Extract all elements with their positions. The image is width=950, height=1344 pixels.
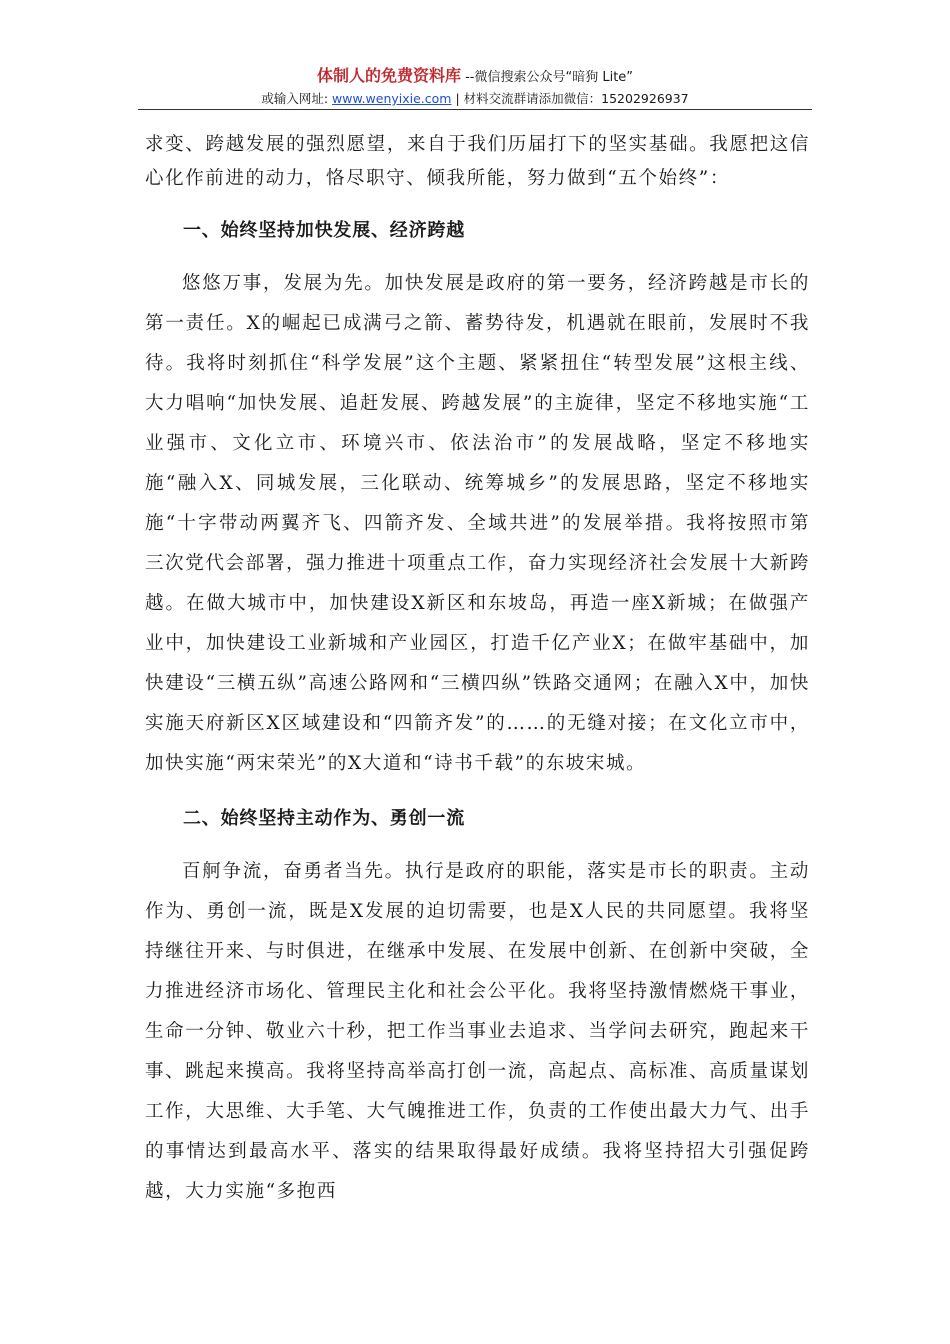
page-header xyxy=(0,66,950,108)
header-divider xyxy=(138,109,812,110)
intro-paragraph: 求变、跨越发展的强烈愿望，来自于我们历届打下的坚实基础。我愿把这信心化作前进的动力，恪尽职守、倾我所能，努力做到“五个始终”： xyxy=(145,134,810,189)
header-contact-line xyxy=(0,90,950,108)
header-title-line xyxy=(0,66,950,88)
section-1-heading: 一、始终坚持加快发展、经济跨越 xyxy=(183,220,465,241)
header-brand: 体制人的免费资料库 xyxy=(316,66,461,85)
section-2-paragraph: 百舸争流，奋勇者当先。执行是政府的职能，落实是市长的职责。主动作为、勇创一流，既是X发展的迫切需要，也是X人民的共同愿望。我将坚持继往开来、与时俱进，在继承中发展、在发展中创新、在创新中突破，全力推进经济市场化、管理民主化和社会公平化。我将坚持激情燃烧干事业，生命一分钟、敬业六十秒，把工作当事业去追求、当学问去研究，跑起来干事、跳起来摸高。我将坚持高举高打创一流，高起点、高标准、高质量谋划工作，大思维、大手笔、大气魄推进工作，负责的工作使出最大力气、出手的事情达到最高水平、落实的结果取得最好成绩。我将坚持招大引强促跨越，大力实施“多抱西 xyxy=(145,861,810,1202)
section-2-heading: 二、始终坚持主动作为、勇创一流 xyxy=(183,808,465,829)
header-url-link[interactable]: www.wenyixie.com xyxy=(332,91,452,106)
header-contact-suffix: | 材料交流群请添加微信：15202926937 xyxy=(451,91,689,106)
document-body xyxy=(145,128,810,1212)
section-1-paragraph: 悠悠万事，发展为先。加快发展是政府的第一要务，经济跨越是市长的第一责任。X的崛起已成满弓之箭、蓄势待发，机遇就在眼前，发展时不我待。我将时刻抓住“科学发展”这个主题、紧紧扭住“转型发展”这根主线、大力唱响“加快发展、追赶发展、跨越发展”的主旋律，坚定不移地实施“工业强市、文化立市、环境兴市、依法治市”的发展战略，坚定不移地实施“融入X、同城发展，三化联动、统筹城乡”的发展思路，坚定不移地实施“十字带动两翼齐飞、四箭齐发、全域共进”的发展举措。我将按照市第三次党代会部署，强力推进十项重点工作，奋力实现经济社会发展十大新跨越。在做大城市中，加快建设X新区和东坡岛，再造一座X新城；在做强产业中，加快建设工业新城和产业园区，打造千亿产业X；在做牢基础中，加快建设“三横五纵”高速公路网和“三横四纵”铁路交通网；在融入X中，加快实施天府新区X区域建设和“四箭齐发”的……的无缝对接；在文化立市中，加快实施“两宋荣光”的X大道和“诗书千载”的东坡宋城。 xyxy=(145,273,810,774)
header-url-prefix: 或输入网址: xyxy=(261,91,333,106)
header-subtitle: --微信搜索公众号“暗狗 Lite” xyxy=(460,70,634,85)
